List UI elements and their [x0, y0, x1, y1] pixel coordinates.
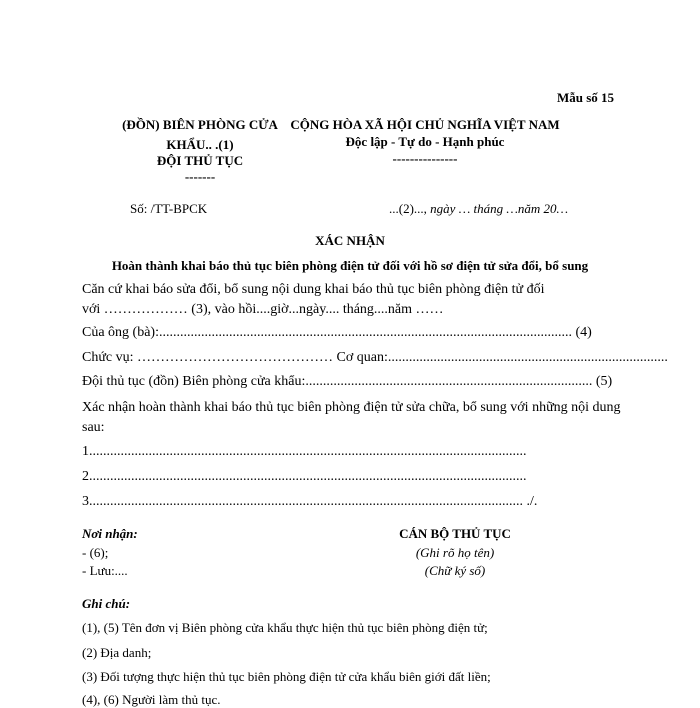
team-line: Đội thủ tục (đồn) Biên phòng cửa khẩu:.................................................................................. (5) — [82, 374, 613, 389]
content-item-1: 1............................................................................................................................. — [82, 444, 527, 459]
document-number: Số: /TT-BPCK — [130, 201, 208, 216]
notes-heading: Ghi chú: — [82, 596, 131, 611]
motto-divider: --------------- — [392, 151, 458, 166]
content-item-2: 2............................................................................................................................. — [82, 469, 527, 484]
content-item-3: 3............................................................................................................................ ./. — [82, 494, 538, 509]
note-3: (3) Đối tượng thực hiện thủ tục biên phòng điện tử cửa khẩu biên giới đất liền; — [82, 669, 491, 684]
confirm-line2: sau: — [82, 420, 105, 435]
agency-name-line1: (ĐỒN) BIÊN PHÒNG CỬA — [122, 117, 278, 132]
national-title: CỘNG HÒA XÃ HỘI CHỦ NGHĨA VIỆT NAM — [290, 117, 560, 132]
note-1: (1), (5) Tên đơn vị Biên phòng cửa khẩu thực hiện thủ tục biên phòng điện tử; — [82, 620, 488, 635]
date-value: ngày … tháng …năm 20… — [426, 201, 569, 216]
date-place: ...(2)..., — [389, 201, 427, 216]
person-line: Của ông (bà):...................................................................................................................... (4) — [82, 325, 592, 340]
form-number: Mẫu số 15 — [557, 90, 615, 105]
recipient-item-1: - (6); — [82, 545, 109, 560]
position-agency-line: Chức vụ: …………………………………… Cơ quan:................................................................................ — [82, 350, 668, 365]
signature-name-hint: (Ghi rõ họ tên) — [415, 545, 495, 560]
agency-unit: ĐỘI THỦ TỤC — [156, 153, 244, 168]
signature-title: CÁN BỘ THỦ TỤC — [399, 526, 511, 541]
recipient-item-2: - Lưu:.... — [82, 563, 128, 578]
recipients-heading: Nơi nhận: — [82, 526, 138, 541]
agency-name-line2: KHẨU.. .(1) — [166, 137, 234, 152]
document-title: XÁC NHẬN — [315, 233, 385, 248]
basis-line2: với ……………… (3), vào hồi....giờ...ngày.... tháng....năm …… — [82, 302, 444, 317]
basis-line1: Căn cứ khai báo sửa đổi, bổ sung nội dung khai báo thủ tục biên phòng điện tử đối — [82, 282, 545, 297]
note-2: (2) Địa danh; — [82, 645, 152, 660]
signature-digital-hint: (Chữ ký số) — [424, 563, 486, 578]
national-motto: Độc lập - Tự do - Hạnh phúc — [345, 134, 505, 149]
agency-divider: ------- — [184, 169, 216, 184]
confirm-line1: Xác nhận hoàn thành khai báo thủ tục biên phòng điện tử sửa chữa, bổ sung với những nội dung — [82, 400, 621, 415]
document-subtitle: Hoàn thành khai báo thủ tục biên phòng điện tử đối với hồ sơ điện tử sửa đổi, bổ sung — [111, 258, 589, 273]
note-4: (4), (6) Người làm thủ tục. — [82, 692, 221, 707]
date-line — [389, 201, 568, 217]
